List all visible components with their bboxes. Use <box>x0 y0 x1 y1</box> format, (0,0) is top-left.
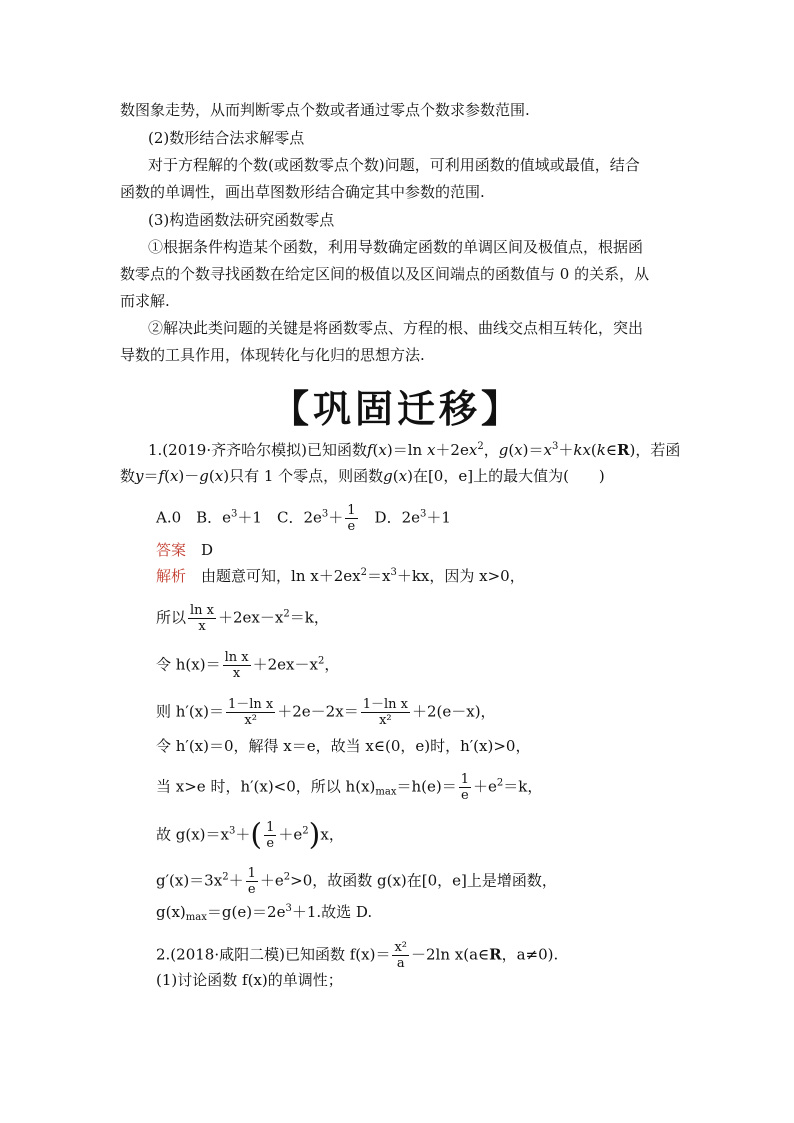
method-line: 数零点的个数寻找函数在给定区间的极值以及区间端点的函数值与 0 的关系，从 <box>120 265 650 283</box>
method-line: ②解决此类问题的关键是将函数零点、方程的根、曲线交点相互转化，突出 <box>148 319 644 337</box>
method-heading: (2)数形结合法求解零点 <box>148 129 305 147</box>
method-heading: (3)构造函数法研究函数零点 <box>148 211 335 229</box>
q1-analysis-line: $g'(x)=3x^2+$ $\frac{1}{e}$ $+e^2>0$，故函数 g(x)在[0，e]上是增函数， <box>156 866 557 897</box>
method-line: 而求解. <box>120 292 170 310</box>
q1-stem-line1: 1.(2019·齐齐哈尔模拟)已知函数f(x)＝ln $x+2ex^2$，$g(x)=x^3+kx(k\in R)$，若函 <box>148 441 681 459</box>
q1-analysis-line: 令 h′(x)＝0，解得 x＝e，故当 x∈(0，e)时，h′(x)>0， <box>156 737 531 755</box>
method-line: 导数的工具作用，体现转化与化归的思想方法. <box>120 346 425 364</box>
method-line: 函数的单调性，画出草图数形结合确定其中参数的范围. <box>120 183 485 201</box>
q1-analysis-line: 故 $g(x)=x^3+$( $\frac{1}{e}$ $+e^2)x$， <box>156 817 344 853</box>
answer-label: 答案 <box>156 541 187 559</box>
method-line: 对于方程解的个数(或函数零点个数)问题，可利用函数的值域或最值，结合 <box>148 156 640 174</box>
analysis-label: 解析 <box>156 567 187 585</box>
q2-stem-line1: 2.(2018·咸阳二模)已知函数 f(x)＝ $\frac{\text{x²}}{a}$ －2ln x(a∈R，a≠0). <box>156 940 559 971</box>
q1-choices: A.0 B．$e^3+1$ C．$2e^3+$ $\frac{1}{e}$ D．$2e^3+1$ <box>156 503 451 534</box>
q1-answer <box>156 540 213 560</box>
q1-stem-line2: 数y＝f(x)－g(x)只有 1 个零点，则函数g(x)在[0，e]上的最大值为( ) <box>120 467 605 485</box>
answer-value: D <box>201 541 214 559</box>
q1-analysis-line: 令 h(x)＝ $\frac{\text{ln x}}{x}$ $+2ex-x^2$， <box>156 650 340 681</box>
section-title: 【巩固迁移】 <box>270 387 523 431</box>
method-line: 数图象走势，从而判断零点个数或者通过零点个数求参数范围. <box>120 101 530 119</box>
q1-analysis-line: 解析 由题意可知，$\ln x+2ex^2=x^3+kx$，因为 x>0， <box>156 567 525 585</box>
q1-analysis-line: 则 h′(x)＝ $\frac{\text{1－ln x}}{\text{x²}}$ ＋2e－2x＝ $\frac{\text{1－ln x}}{\text{x²}}$ ＋2(e－x)， <box>156 697 496 728</box>
q2-stem-line2: (1)讨论函数 f(x)的单调性； <box>156 971 343 989</box>
q1-analysis-line: 所以 $\frac{\text{ln x}}{x}$ $+2ex-x^2=k$， <box>156 603 329 634</box>
method-line: ①根据条件构造某个函数，利用导数确定函数的单调区间及极值点，根据函 <box>148 238 644 256</box>
q1-analysis-line: $g(x)_{max}=g(e)=2e^3+1$.故选 D. <box>156 903 373 923</box>
q1-analysis-line: 当 x>e 时，h′(x)<0，所以 $h(x)_{max}=h(e)=$ $\frac{1}{e}$ $+e^2=k$， <box>156 772 543 803</box>
